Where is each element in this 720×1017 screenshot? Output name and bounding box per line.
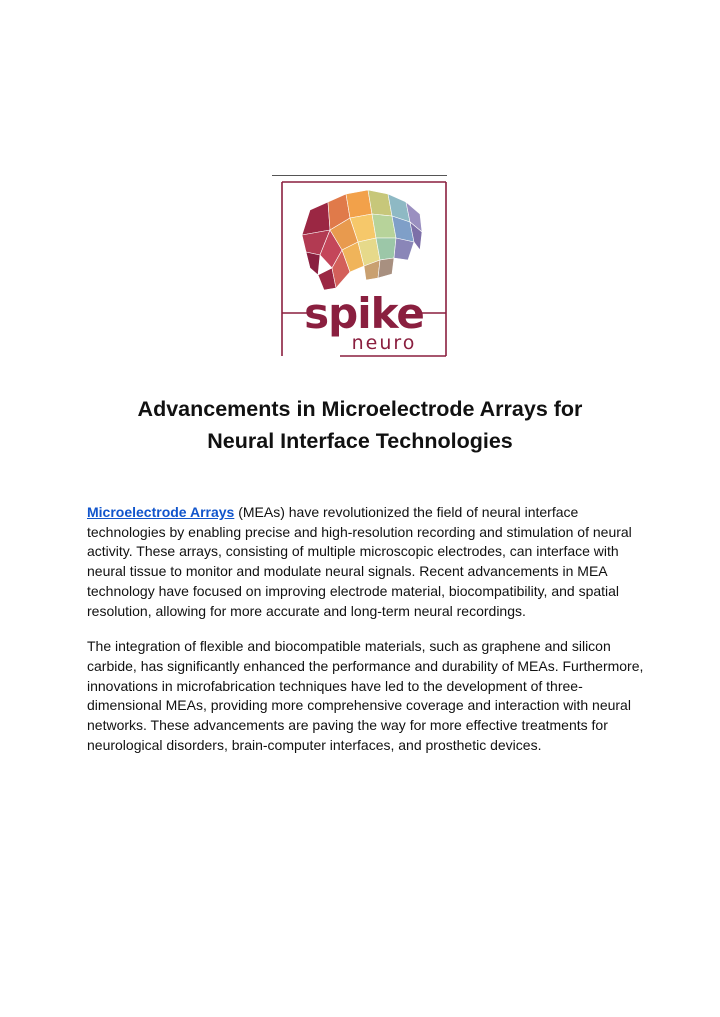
- microelectrode-arrays-link[interactable]: Microelectrode Arrays: [87, 504, 235, 520]
- top-divider: [272, 175, 447, 176]
- paragraph-1: [87, 503, 647, 621]
- article-title: [60, 393, 660, 457]
- paragraph-2: The integration of flexible and biocompatible materials, such as graphene and silicon carbide, has significantly enhanced the performance and durability of MEAs. Furthermore, innovations in microfabrication techniques have led to the development of three-dimensional MEAs, providing more comprehensive coverage and interaction with neural networks. These advancements are paving the way for more effective treatments for neurological disorders, brain-computer interfaces, and prosthetic devices.: [87, 638, 644, 753]
- paragraph-1-text: (MEAs) have revolutionized the field of neural interface technologies by enabling precise and high-resolution recording and stimulation of neural activity. These arrays, consisting of multiple microscopic electrodes, can interface with neural tissue to monitor and modulate neural signals. Recent advancements in MEA technology have focused on improving electrode material, biocompatibility, and spatial resolution, allowing for more accurate and long-term neural recordings.: [87, 504, 632, 619]
- article-title-line1: Advancements in Microelectrode Arrays for: [137, 397, 583, 421]
- article-title-line2: Neural Interface Technologies: [207, 429, 513, 453]
- logo-word-spike: spike: [304, 289, 424, 338]
- logo-word-neuro: neuro: [351, 332, 417, 354]
- spike-neuro-logo: [280, 180, 448, 358]
- article-body: [87, 503, 647, 771]
